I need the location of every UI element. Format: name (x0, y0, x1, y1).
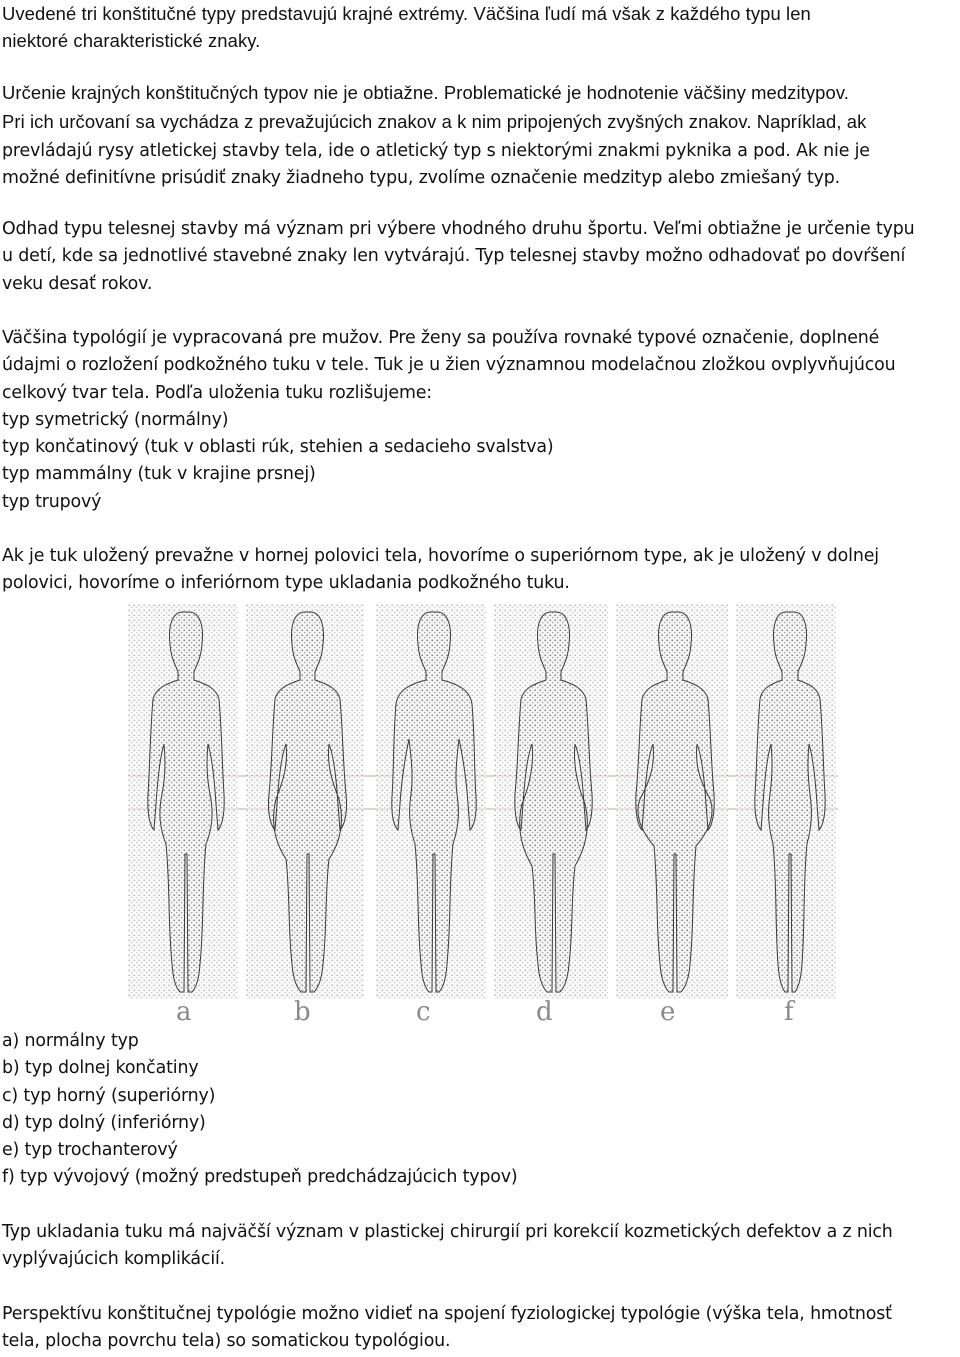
odhad-line-1: Odhad typu telesnej stavby má význam pri výbere vhodného druhu športu. Veľmi obtiažne je určenie typu (2, 219, 915, 239)
superior-inferior-paragraph (2, 543, 960, 598)
intro-line-1: Uvedené tri konštitučné typy predstavujú krajné extrémy. Väčšina ľudí má však z každého typu len (2, 3, 811, 24)
legend-item: e) typ trochanterový (2, 1140, 178, 1161)
legend-item: f) typ vývojový (možný predstupeň predchádzajúcich typov) (2, 1167, 518, 1188)
legend-item: d) typ dolný (inferiórny) (2, 1112, 206, 1133)
figure-a-silhouette (128, 604, 238, 999)
perspektiva-paragraph (2, 1301, 960, 1356)
superior-inferior-line-1: Ak je tuk uložený prevažne v hornej polovici tela, hovoríme o superiórnom type, ak je uložený v dolnej (2, 546, 879, 566)
plasticka-line-1: Typ ukladania tuku má najväčší význam v plastickej chirurgií pri korekcií kozmetických defektov a z nich (2, 1222, 893, 1242)
medzitypy-line-2: Pri ich určovaní sa vychádza z prevažujúcich znakov a k nim pripojených zvyšných znakov. Napríklad, ak (2, 111, 867, 133)
plasticka-line-2: vyplývajúcich komplikácií. (2, 1249, 226, 1270)
figure-d-silhouette (494, 604, 608, 999)
medzitypy-line-4: možné definitívne prisúdiť znaky žiadneho typu, zvolíme označenie medzityp alebo zmiešaný typ. (2, 167, 841, 188)
figure-label-a: a (176, 997, 192, 1024)
figure-label-f: f (784, 997, 794, 1024)
figure-f-silhouette (736, 604, 836, 999)
fat-type-item: typ symetrický (normálny) (2, 409, 229, 430)
legend-item: a) normálny typ (2, 1031, 139, 1051)
zeny-line-3: celkový tvar tela. Podľa uloženia tuku rozlišujeme: (2, 382, 433, 403)
figure-legend (2, 1028, 960, 1192)
body-types-figure (128, 604, 838, 1024)
figure-label-d: d (536, 997, 553, 1024)
medzitypy-paragraph (2, 79, 960, 192)
odhad-paragraph (2, 216, 960, 298)
figure-label-e: e (660, 997, 676, 1024)
superior-inferior-line-2: polovici, hovoríme o inferiórnom type ukladania podkožného tuku. (2, 573, 570, 594)
medzitypy-line-1: Určenie krajných konštitučných typov nie je obtiažne. Problematické je hodnotenie väčšiny medzitypov. (2, 82, 849, 103)
fat-type-item: typ mammálny (tuk v krajine prsnej) (2, 464, 316, 485)
legend-item: c) typ horný (superiórny) (2, 1085, 216, 1106)
intro-line-2: niektoré charakteristické znaky. (2, 30, 261, 52)
odhad-line-3: veku desať rokov. (2, 273, 153, 294)
figure-c-silhouette (376, 604, 486, 999)
plasticka-chirurgia-paragraph (2, 1219, 960, 1274)
zeny-paragraph (2, 325, 960, 516)
medzitypy-line-3: prevládajú rysy atletickej stavby tela, ide o atletický typ s niektorými znakmi pyknika a pod. Ak nie je (2, 140, 870, 161)
intro-paragraph (2, 0, 960, 55)
zeny-line-1: Väčšina typológií je vypracovaná pre mužov. Pre ženy sa používa rovnaké typové označenie, doplnené (2, 328, 880, 348)
perspektiva-line-2: tela, plocha povrchu tela) so somatickou typológiou. (2, 1331, 451, 1352)
figure-label-b: b (294, 997, 311, 1024)
figure-b-silhouette (246, 604, 364, 999)
perspektiva-line-1: Perspektívu konštitučnej typológie možno vidieť na spojení fyziologickej typológie (výška tela, hmotnosť (2, 1304, 892, 1324)
figure-e-silhouette (616, 604, 728, 999)
zeny-line-2: údajmi o rozložení podkožného tuku v tele. Tuk je u žien významnou modelačnou zložkou ovplyvňujúcou (2, 355, 896, 376)
figure-label-c: c (416, 997, 431, 1024)
odhad-line-2: u detí, kde sa jednotlivé stavebné znaky len vytvárajú. Typ telesnej stavby možno odhadovať po dovŕšení (2, 246, 906, 267)
fat-type-item: typ trupový (2, 491, 102, 512)
legend-item: b) typ dolnej končatiny (2, 1058, 199, 1079)
fat-type-item: typ končatinový (tuk v oblasti rúk, stehien a sedacieho svalstva) (2, 437, 554, 458)
